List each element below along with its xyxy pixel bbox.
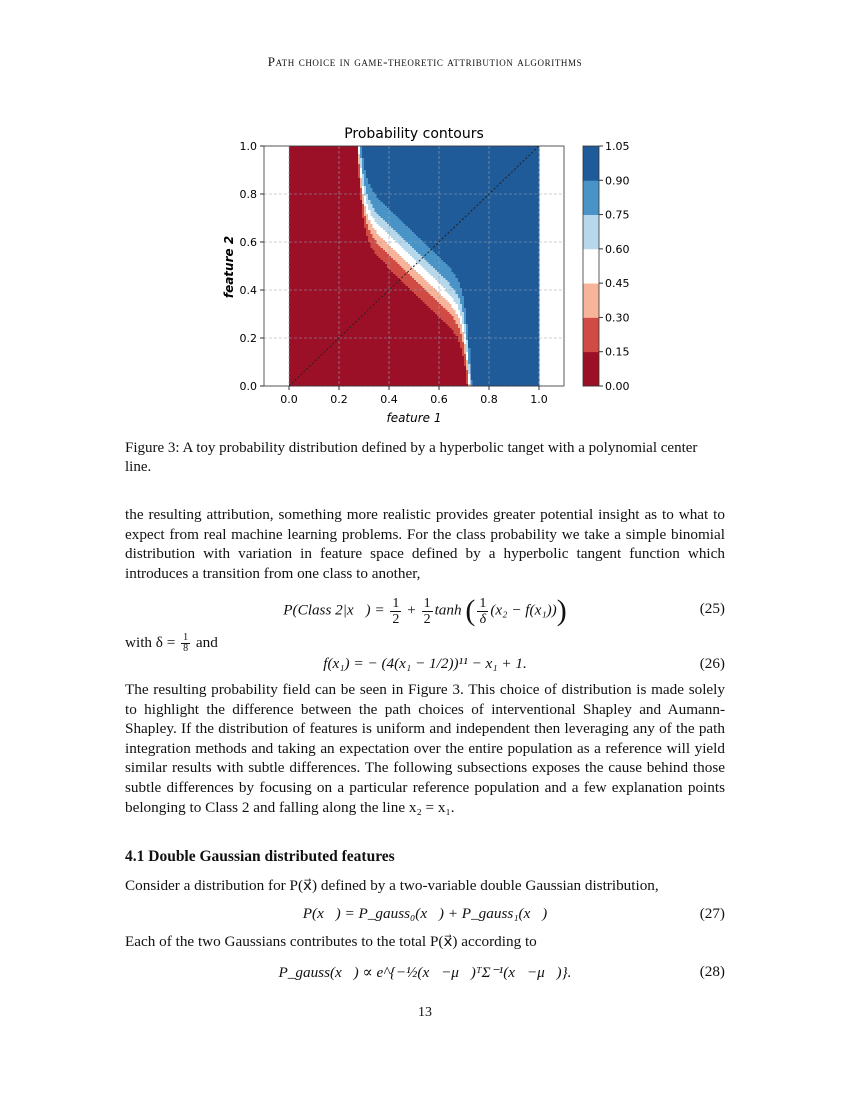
x-axis-label: feature 1 xyxy=(386,411,442,425)
paragraph-1: the resulting attribution, something more realistic provides greater potential insight as to what to expect from real machine learning problems. For the class probability we take a simple binomial distribution with variation in feature space defined by a hyperbolic tangent function which introduces a transition from one class to another, xyxy=(125,506,725,582)
colorbar-tick-label: 1.05 xyxy=(605,140,630,153)
paragraph-2: The resulting probability field can be seen in Figure 3. This choice of distribution is made solely to highlight the difference between the path choices of interventional Shapley and Aumann-Shapley. If the distribution of features is uniform and independent then leveraging any of the path integration methods and taking an expectation over the entire population as a reference will yield similar results with subtle differences. The following subsections exposes the cause behind those subtle differences by focusing on a particular reference population and a few explanation points belonging to Class 2 and falling along the line x₂ = x₁. xyxy=(125,681,725,816)
eq25-plus: + xyxy=(407,601,416,619)
y-tick-label: 0.8 xyxy=(239,188,257,201)
with-delta-line: with δ = $\frac{1}{8}$ and xyxy=(125,632,218,655)
eq25-arg: (x₂ − f(x₁)) xyxy=(490,601,557,619)
figure-caption: Figure 3: A toy probability distribution defined by a hyperbolic tanget with a polynomial center line. xyxy=(125,440,698,475)
eq25-frac-delta: $\frac{1}{\delta}$ xyxy=(479,595,487,627)
paragraph-3: Consider a distribution for P(x⃗) defined by a two-variable double Gaussian distribution, xyxy=(125,877,659,894)
eq26-body: f(x₁) = − (4(x₁ − 1/2))¹¹ − x₁ + 1. xyxy=(323,655,527,672)
running-head: Path choice in game-theoretic attribution algorithms xyxy=(267,54,583,69)
colorbar-tick-label: 0.60 xyxy=(605,242,630,256)
eq25-number: (25) xyxy=(699,600,725,617)
y-tick-label: 0.2 xyxy=(239,332,257,345)
eq27-number: (27) xyxy=(699,905,725,922)
plot-area xyxy=(264,146,564,387)
colorbar-segment xyxy=(583,283,599,318)
colorbar-segment xyxy=(583,146,599,181)
eq25-tanh: tanh xyxy=(434,601,462,619)
colorbar-tick-label: 0.45 xyxy=(605,277,630,291)
colorbar-segment xyxy=(583,249,599,284)
equation-25: P(Class 2|x⃗) = $\frac{1}{2}$ + $\frac{1}{2}$ tanh ( $\frac{1}{\delta}$ (x₂ − f(x₁))) (25) xyxy=(283,594,725,627)
colorbar-tick-label: 0.75 xyxy=(605,208,630,222)
colorbar xyxy=(583,140,630,393)
eq28-number: (28) xyxy=(699,963,725,980)
equation-27 xyxy=(125,905,725,935)
chart-title: Probability contours xyxy=(344,126,484,142)
x-tick-label: 0.8 xyxy=(480,393,498,406)
colorbar-tick-label: 0.30 xyxy=(605,311,630,325)
colorbar-tick-label: 0.15 xyxy=(605,345,630,359)
colorbar-tick-label: 0.90 xyxy=(605,174,630,188)
y-tick-label: 0.4 xyxy=(239,284,257,297)
paragraph-4: Each of the two Gaussians contributes to the total P(x⃗) according to xyxy=(125,933,537,950)
colorbar-segment xyxy=(583,215,599,250)
probability-contour-figure xyxy=(200,120,650,430)
y-tick-label: 1.0 xyxy=(239,140,257,153)
x-tick-label: 0.6 xyxy=(430,393,448,406)
colorbar-tick-label: 0.00 xyxy=(605,380,630,393)
y-axis-label: feature 2 xyxy=(222,235,236,299)
eq26-number: (26) xyxy=(699,655,725,672)
colorbar-segment xyxy=(583,352,599,387)
page-number: 13 xyxy=(418,1005,432,1020)
x-tick-label: 0.2 xyxy=(330,393,348,406)
eq25-frac-half-2: $\frac{1}{2}$ xyxy=(423,595,431,627)
eq25-lhs: P(Class 2|x⃗) = xyxy=(283,601,385,619)
y-tick-label: 0.0 xyxy=(239,380,257,393)
colorbar-segment xyxy=(583,317,599,352)
section-heading: 4.1 Double Gaussian distributed features xyxy=(125,848,395,865)
colorbar-segment xyxy=(583,180,599,215)
eq25-frac-half-1: $\frac{1}{2}$ xyxy=(392,595,400,627)
x-tick-label: 0.4 xyxy=(380,393,398,406)
x-tick-label: 0.0 xyxy=(280,393,298,406)
eq27-body: P(x⃗) = P_gauss₀(x⃗) + P_gauss₁(x⃗) xyxy=(302,905,548,922)
x-tick-label: 1.0 xyxy=(530,393,548,406)
equation-28 xyxy=(125,963,725,993)
y-tick-label: 0.6 xyxy=(239,236,257,249)
eq28-body: P_gauss(x⃗) ∝ e^{−½(x⃗−μ⃗)ᵀΣ⁻¹(x⃗−μ⃗)}. xyxy=(278,964,572,981)
